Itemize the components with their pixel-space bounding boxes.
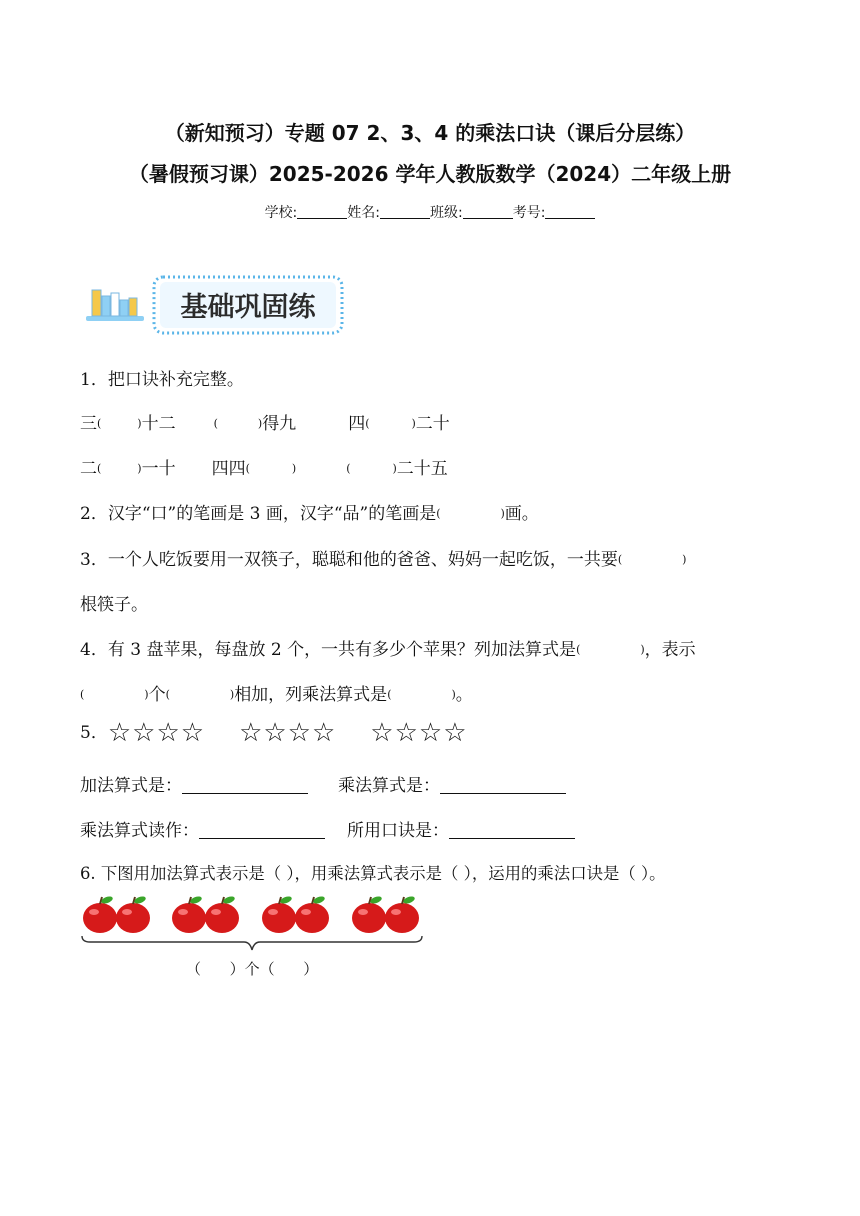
question-2: 2．汉字“口”的笔画是 3 画，汉字“品”的笔画是( )画。 <box>80 504 539 524</box>
exam-number-blank[interactable] <box>545 204 595 219</box>
class-label: 班级: <box>430 205 463 221</box>
title-line-2: （暑假预习课）2025-2026 学年人教版数学（2024）二年级上册 <box>128 162 732 186</box>
school-blank[interactable] <box>297 204 347 219</box>
section-banner <box>80 272 346 338</box>
question-4-line-1: 4．有 3 盘苹果，每盘放 2 个，一共有多少个苹果？列加法算式是( )，表示 <box>80 640 696 660</box>
question-1-row-2: 二( )一十 四四( ) ( )二十五 <box>80 459 448 479</box>
apple-icon <box>172 896 206 933</box>
name-label: 姓名: <box>347 205 380 221</box>
exam-number-label: 考号: <box>512 205 546 221</box>
apple-icon <box>116 896 150 933</box>
star-group: ☆☆☆☆ <box>239 718 337 748</box>
question-1-row-1: 三( )十二 ( )得九 四( )二十 <box>80 414 450 434</box>
answer-underline[interactable] <box>199 822 325 839</box>
question-3-line-1: 3．一个人吃饭要用一双筷子，聪聪和他的爸爸、妈妈一起吃饭，一共要( ) <box>80 550 687 570</box>
brace-line <box>82 936 422 950</box>
student-info-row <box>0 202 860 222</box>
answer-underline[interactable] <box>440 777 566 794</box>
title-line-1: （新知预习）专题 07 2、3、4 的乘法口诀（课后分层练） <box>164 121 696 145</box>
class-blank[interactable] <box>463 204 513 219</box>
brace-label: （ ）个（ ） <box>186 960 319 978</box>
answer-underline[interactable] <box>449 822 575 839</box>
answer-underline[interactable] <box>182 777 308 794</box>
banner-label: 基础巩固练 <box>180 292 316 323</box>
question-5-row-2: 乘法算式读作： 所用口诀是： <box>80 816 575 841</box>
apple-icon <box>83 896 117 933</box>
apple-icon <box>295 896 329 933</box>
apple-icon <box>385 896 419 933</box>
question-5-stars: 5．☆☆☆☆ ☆☆☆☆ ☆☆☆☆ <box>80 718 468 748</box>
question-1-stem: 1．把口诀补充完整。 <box>80 370 244 390</box>
question-5-row-1: 加法算式是： 乘法算式是： <box>80 771 566 796</box>
question-3-line-2: 根筷子。 <box>80 595 148 615</box>
star-group: ☆☆☆☆ <box>107 718 206 748</box>
apple-icon <box>262 896 296 933</box>
apple-icon <box>352 896 386 933</box>
school-label: 学校: <box>264 205 298 221</box>
book-shelf-icon <box>86 290 144 321</box>
question-4-line-2: ( )个( )相加，列乘法算式是( )。 <box>80 685 473 705</box>
apple-icon <box>205 896 239 933</box>
name-blank[interactable] <box>380 204 430 219</box>
star-group: ☆☆☆☆ <box>370 718 468 748</box>
question-6: 6. 下图用加法算式表示是（ ），用乘法算式表示是（ ），运用的乘法口诀是（ ）。 <box>80 864 666 883</box>
